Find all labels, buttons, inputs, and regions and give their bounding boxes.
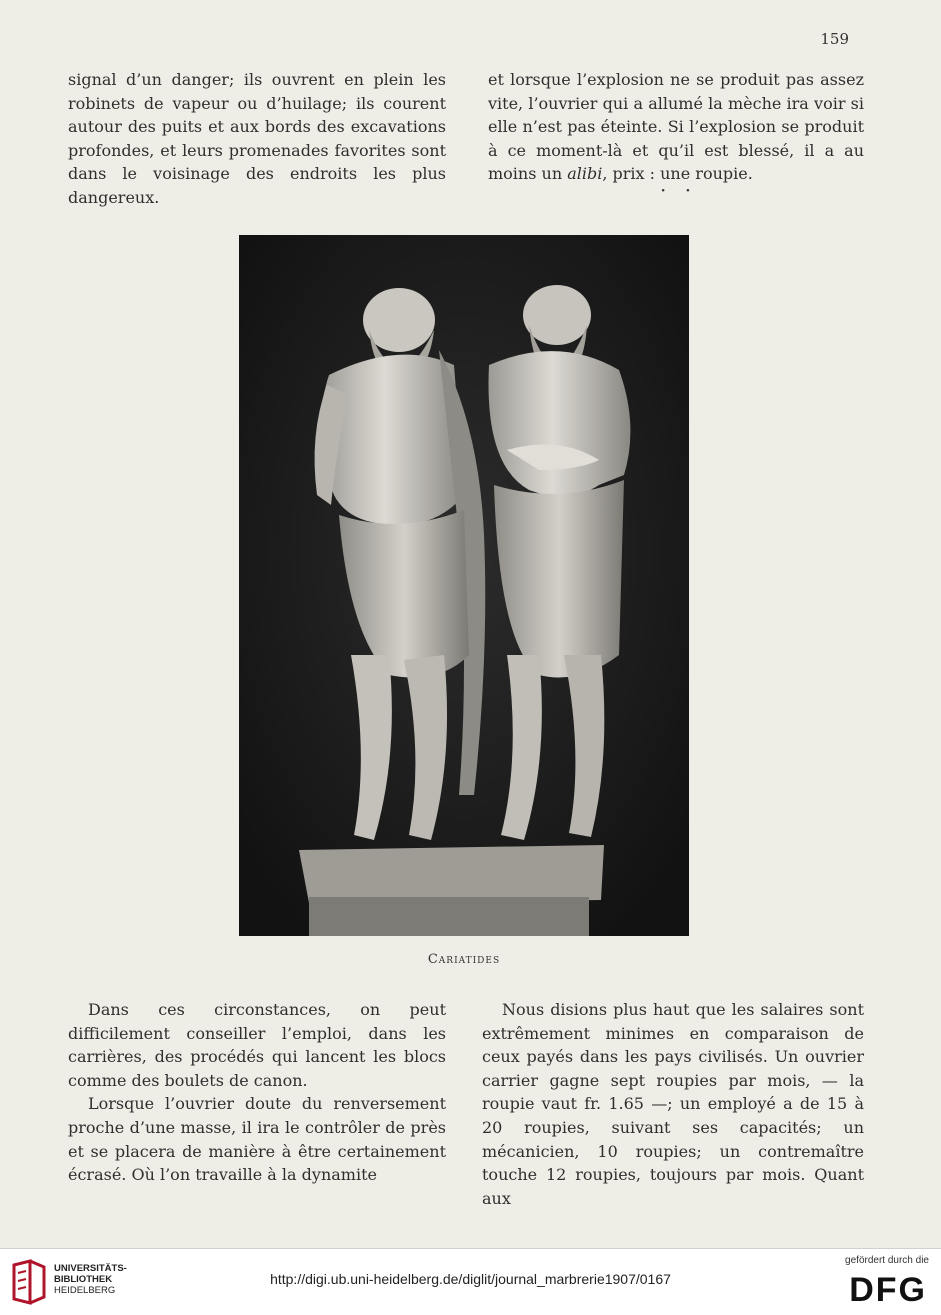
figure-photo (239, 235, 689, 936)
library-name-line: UNIVERSITÄTS- (54, 1263, 127, 1274)
paragraph: signal d’un danger; ils ouvrent en plein les robinets de vapeur ou d’huilage; ils courent autour des puits et aux bords des excavations profondes, et leurs promenades favorites sont dans le voisinage des endroits les plus dangereux. (68, 70, 446, 207)
library-name-line: HEIDELBERG (54, 1285, 116, 1296)
text-run: , prix : une roupie. (602, 164, 753, 184)
library-name-line: BIBLIOTHEK (54, 1274, 113, 1285)
text-column-top-left (68, 68, 446, 210)
text-column-bottom-left (68, 998, 446, 1187)
text-column-bottom-right (482, 998, 864, 1210)
page-number: 159 (820, 30, 849, 48)
ornament-dots: · · (660, 178, 698, 202)
permalink-url[interactable]: http://digi.ub.uni-heidelberg.de/diglit/journal_marbrerie1907/0167 (270, 1271, 671, 1287)
paragraph: Dans ces circonstances, on peut difficilement conseiller l’emploi, dans les carrières, des procédés qui lancent les blocs comme des boulets de canon. (68, 1000, 446, 1090)
paragraph: Lorsque l’ouvrier doute du renversement proche d’une masse, il ira le contrôler de près et se placera de manière à être certainement écrasé. Où l’on travaille à la dynamite (68, 1094, 446, 1185)
figure-caption: Cariatides (427, 952, 501, 967)
text-run: et lorsque l’explosion ne se produit pas assez vite, l’ouvrier qui a allumé la mèche ira voir si elle n’est pas éteinte. Si l’explosion se produit à ce moment-là et qu’il est blessé, il a au moins un (488, 70, 864, 184)
dfg-logo[interactable]: DFG (849, 1271, 927, 1309)
funded-by-label: gefördert durch die (845, 1255, 929, 1266)
viewer-footer (0, 1248, 941, 1315)
paragraph: Nous disions plus haut que les salaires sont extrêmement minimes en comparaison de ceux payés dans les pays civilisés. Un ouvrier carrier gagne sept roupies par mois, — la roupie vaut fr. 1.65 —; un employé a de 15 à 20 roupies, suivant ses capacités; un mécanicien, 10 roupies; un contremaître touche 12 roupies, toujours par mois. Quant aux (482, 1000, 864, 1208)
italic-word: alibi (567, 164, 603, 184)
statue-illustration (239, 235, 689, 936)
paragraph (488, 68, 864, 186)
text-column-top-right (488, 68, 864, 186)
